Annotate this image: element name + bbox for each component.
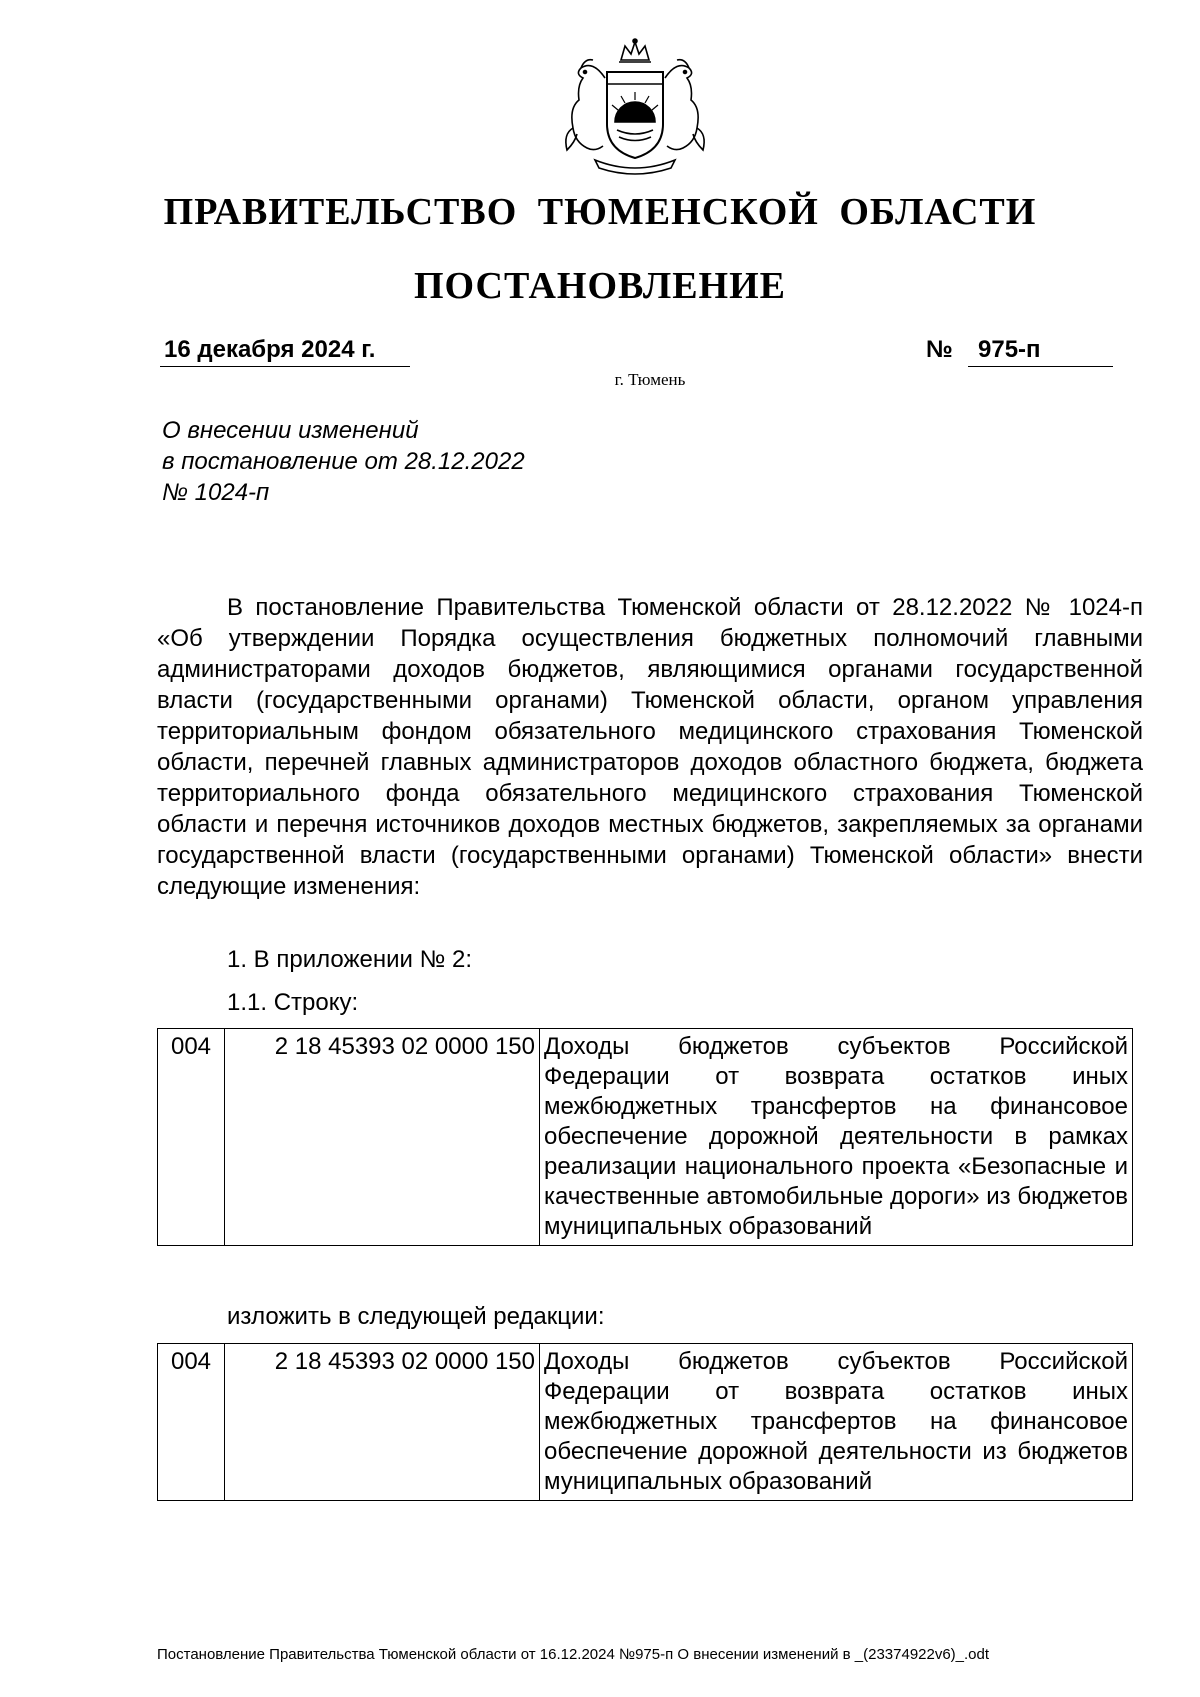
- kbk-code-cell: 2 18 45393 02 0000 150: [225, 1029, 540, 1246]
- item-1: 1. В приложении № 2:: [227, 946, 473, 973]
- number-sign: №: [926, 336, 953, 363]
- subject-line: № 1024-п: [162, 479, 270, 506]
- admin-code-cell: 004: [158, 1029, 225, 1246]
- old-row-table: [157, 1028, 1133, 1246]
- subject-line: в постановление от 28.12.2022: [162, 448, 525, 475]
- document-date: 16 декабря 2024 г.: [164, 336, 376, 363]
- kbk-code-cell: 2 18 45393 02 0000 150: [225, 1344, 540, 1501]
- description-cell: Доходы бюджетов субъектов Российской Федерации от возврата остатков иных межбюджетных трансфертов на финансовое обеспечение дорожной деятельности в рамках реализации национального проекта «Безопасные и качественные автомобильные дороги» из бюджетов муниципальных образований: [540, 1029, 1133, 1246]
- item-1-1: 1.1. Строку:: [227, 989, 359, 1016]
- document-number-field: [968, 336, 1113, 367]
- footer-file-reference: Постановление Правительства Тюменской области от 16.12.2024 №975-п О внесении изменений в _(23374922v6)_.odt: [157, 1646, 990, 1663]
- new-row-table: [157, 1343, 1133, 1501]
- document-type-title: ПОСТАНОВЛЕНИЕ: [413, 265, 787, 307]
- table-row: [158, 1344, 1133, 1501]
- document-number: 975-п: [978, 336, 1041, 363]
- table-row: [158, 1029, 1133, 1246]
- preamble-paragraph: В постановление Правительства Тюменской области от 28.12.2022 № 1024-п «Об утверждении Порядка осуществления бюджетных полномочий главными администраторами доходов бюджетов, являющимися органами государственной власти (государственными органами) Тюменской области, органом управления территориальным фондом обязательного медицинского страхования Тюменской области, перечней главных администраторов доходов областного бюджета, бюджета территориального фонда обязательного медицинского страхования Тюменской области и перечня источников доходов местных бюджетов, закрепляемых за органами государственной власти (государственными органами) Тюменской области» внести следующие изменения:: [157, 594, 1143, 900]
- coat-of-arms-icon: [555, 38, 715, 178]
- admin-code-cell: 004: [158, 1344, 225, 1501]
- subject-line: О внесении изменений: [162, 417, 419, 444]
- city-name: г. Тюмень: [614, 370, 686, 389]
- government-title: ПРАВИТЕЛЬСТВО ТЮМЕНСКОЙ ОБЛАСТИ: [163, 191, 1037, 233]
- document-date-field: [160, 336, 410, 367]
- description-cell: Доходы бюджетов субъектов Российской Федерации от возврата остатков иных межбюджетных трансфертов на финансовое обеспечение дорожной деятельности из бюджетов муниципальных образований: [540, 1344, 1133, 1501]
- document-subject: [162, 415, 525, 508]
- replace-phrase: изложить в следующей редакции:: [227, 1303, 605, 1330]
